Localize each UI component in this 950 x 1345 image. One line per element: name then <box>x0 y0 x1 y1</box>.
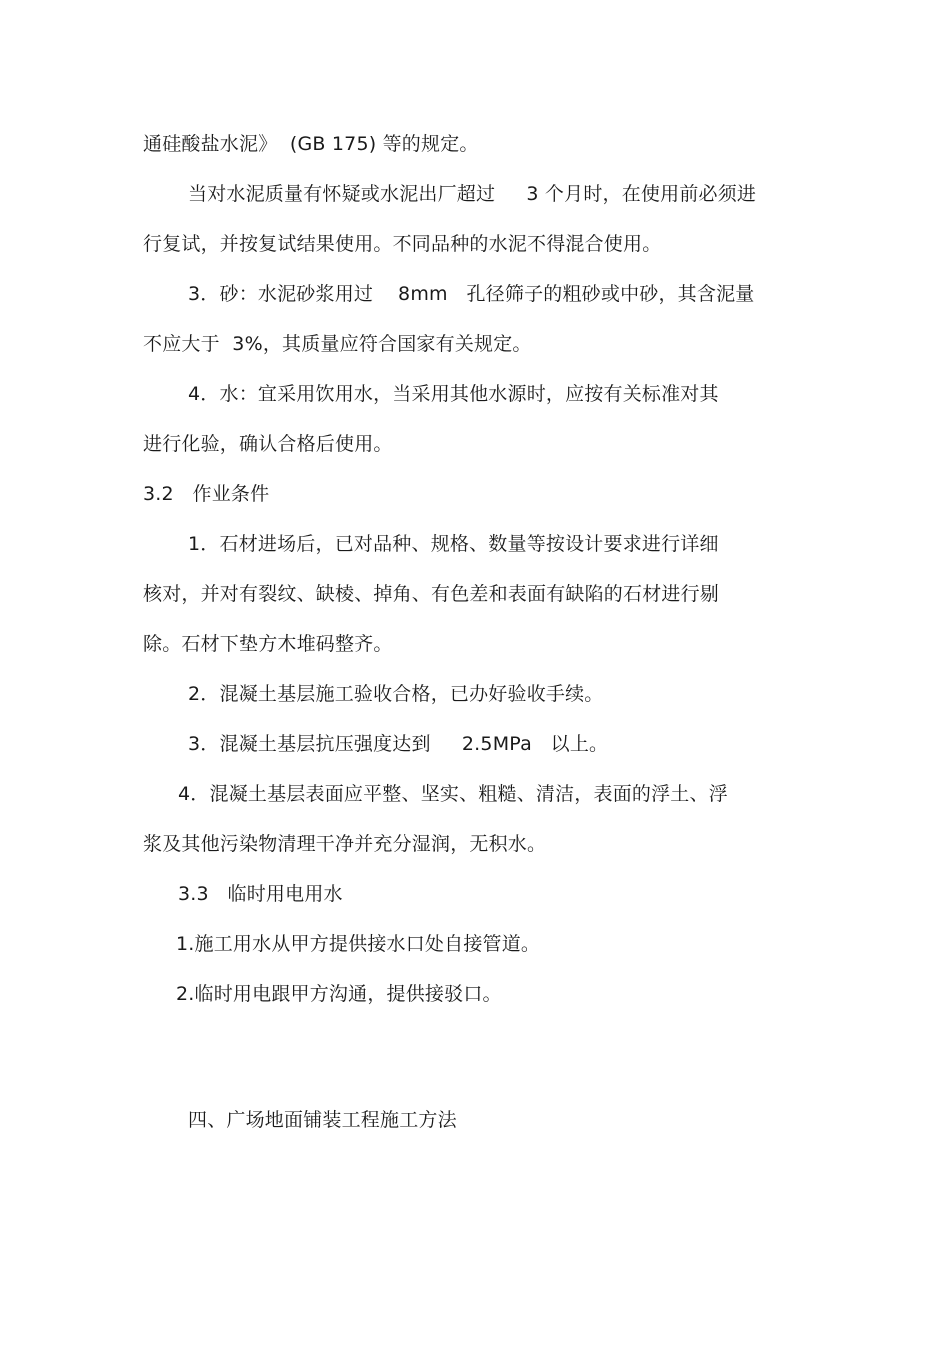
text-line: 不应大于 3%，其质量应符合国家有关规定。 <box>143 333 532 355</box>
section-heading: 3.3 临时用电用水 <box>178 883 343 905</box>
text-line: 1．石材进场后，已对品种、规格、数量等按设计要求进行详细 <box>188 533 719 555</box>
text-line: 除。石材下垫方木堆码整齐。 <box>143 633 393 655</box>
text-line: 4．水：宜采用饮用水，当采用其他水源时，应按有关标准对其 <box>188 383 719 405</box>
text-line: 1.施工用水从甲方提供接水口处自接管道。 <box>176 933 541 955</box>
text-line: 3．砂：水泥砂浆用过 8mm 孔径筛子的粗砂或中砂，其含泥量 <box>188 283 755 305</box>
text-line: 行复试，并按复试结果使用。不同品种的水泥不得混合使用。 <box>143 233 662 255</box>
text-line: 2.临时用电跟甲方沟通，提供接驳口。 <box>176 983 502 1005</box>
text-line: 浆及其他污染物清理干净并充分湿润，无积水。 <box>143 833 547 855</box>
chapter-heading: 四、广场地面铺装工程施工方法 <box>188 1109 457 1131</box>
section-heading: 3.2 作业条件 <box>143 483 270 505</box>
text-line: 2．混凝土基层施工验收合格，已办好验收手续。 <box>188 683 604 705</box>
text-line: 当对水泥质量有怀疑或水泥出厂超过 3 个月时，在使用前必须进 <box>188 183 757 205</box>
text-line: 进行化验，确认合格后使用。 <box>143 433 393 455</box>
text-line: 3．混凝土基层抗压强度达到 2.5MPa 以上。 <box>188 733 609 755</box>
text-line: 4．混凝土基层表面应平整、坚实、粗糙、清洁，表面的浮土、浮 <box>178 783 728 805</box>
text-line: 核对，并对有裂纹、缺棱、掉角、有色差和表面有缺陷的石材进行剔 <box>143 583 720 605</box>
text-line: 通硅酸盐水泥》 (GB 175) 等的规定。 <box>143 133 479 155</box>
